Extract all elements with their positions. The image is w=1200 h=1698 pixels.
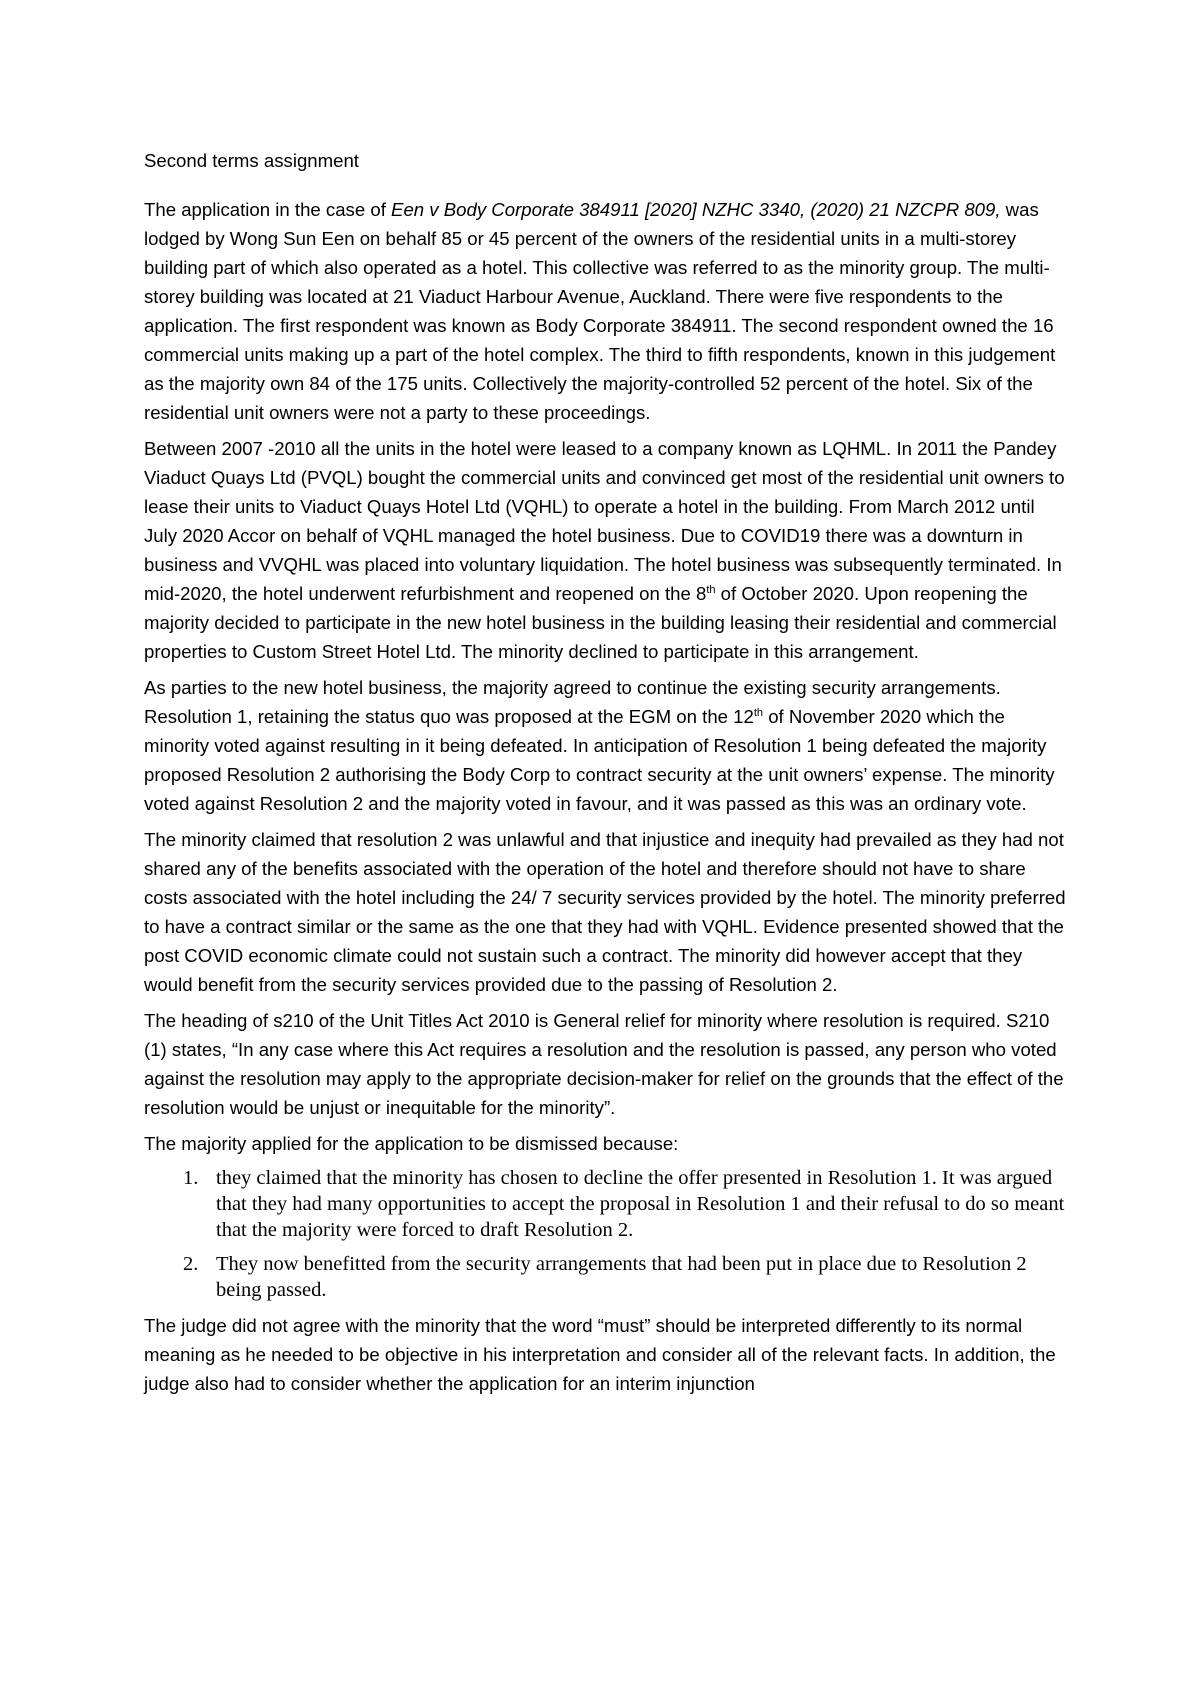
paragraph-judgement: The judge did not agree with the minority that the word “must” should be interpreted differently to its normal meaning as he needed to be objective in his interpretation and consider all of the relevant facts. In addition, the judge also had to consider whether the application for an interim injunction bbox=[144, 1315, 1056, 1394]
paragraph-background bbox=[144, 434, 1066, 666]
document-body bbox=[144, 146, 1066, 1405]
list-item bbox=[183, 1165, 1066, 1243]
list-number: 1. bbox=[183, 1167, 199, 1189]
paragraph-case-summary bbox=[144, 195, 1066, 427]
paragraph-text: was lodged by Wong Sun Een on behalf 85 or 45 percent of the owners of the residential units in a multi-storey building part of which also operated as a hotel. This collective was referred to as the minority group. The multi-storey building was located at 21 Viaduct Harbour Avenue, Auckland. There were five respondents to the application. The first respondent was known as Body Corporate 384911. The second respondent owned the 16 commercial units making up a part of the hotel complex. The third to fifth respondents, known in this judgement as the majority own 84 of the 175 units. Collectively the majority-controlled 52 percent of the hotel. Six of the residential unit owners were not a party to these proceedings. bbox=[144, 199, 1056, 423]
paragraph-text: As parties to the new hotel business, the majority agreed to continue the existing security arrangements. Resolution 1, retaining the status quo was proposed at the EGM on the 12 bbox=[144, 677, 1001, 727]
paragraph-text: Between 2007 -2010 all the units in the hotel were leased to a company known as LQHML. In 2011 the Pandey Viaduct Quays Ltd (PVQL) bought the commercial units and convinced get most of the residential unit owners to lease their units to Viaduct Quays Hotel Ltd (VQHL) to operate a hotel in the building. From March 2012 until July 2020 Accor on behalf of VQHL managed the hotel business. Due to COVID19 there was a downturn in business and VVQHL was placed into voluntary liquidation. The hotel business was subsequently terminated. In mid-2020, the hotel underwent refurbishment and reopened on the 8 bbox=[144, 438, 1065, 604]
paragraph-intro: The application in the case of bbox=[144, 199, 392, 220]
list-item bbox=[183, 1251, 1066, 1303]
reasons-list bbox=[144, 1165, 1066, 1303]
list-item-text: they claimed that the minority has chosen to decline the offer presented in Resolution 1. It was argued that they had many opportunities to accept the proposal in Resolution 1 and their refusal to do so meant that the majority were forced to draft Resolution 2. bbox=[216, 1167, 1065, 1241]
paragraph-statute: The heading of s210 of the Unit Titles Act 2010 is General relief for minority where resolution is required. S210 (1) states, “In any case where this Act requires a resolution and the resolution is passed, any person who voted against the resolution may apply to the appropriate decision-maker for relief on the grounds that the effect of the resolution would be unjust or inequitable for the minority”. bbox=[144, 1010, 1064, 1118]
paragraph-text: of November 2020 which the minority voted against resulting in it being defeated. In anticipation of Resolution 1 being defeated the majority proposed Resolution 2 authorising the Body Corp to contract security at the unit owners’ expense. The minority voted against Resolution 2 and the majority voted in favour, and it was passed as this was an ordinary vote. bbox=[144, 706, 1055, 814]
paragraph-majority-application: The majority applied for the application to be dismissed because: bbox=[144, 1133, 679, 1154]
case-citation: Een v Body Corporate 384911 [2020] NZHC 3340, (2020) 21 NZCPR 809, bbox=[391, 199, 1001, 220]
list-item-text: They now benefitted from the security arrangements that had been put in place due to Resolution 2 being passed. bbox=[216, 1253, 1027, 1301]
ordinal-suffix: th bbox=[706, 583, 716, 596]
document-title: Second terms assignment bbox=[144, 150, 359, 171]
paragraph-resolutions bbox=[144, 673, 1066, 818]
ordinal-suffix: th bbox=[753, 706, 764, 719]
paragraph-text: of October 2020. Upon reopening the majority decided to participate in the new hotel business in the building leasing their residential and commercial properties to Custom Street Hotel Ltd. The minority declined to participate in this arrangement. bbox=[144, 583, 1057, 662]
list-number: 2. bbox=[183, 1253, 199, 1275]
paragraph-minority-claim: The minority claimed that resolution 2 was unlawful and that injustice and inequity had prevailed as they had not shared any of the benefits associated with the operation of the hotel and therefore should not have to share costs associated with the hotel including the 24/ 7 security services provided by the hotel. The minority preferred to have a contract similar or the same as the one that they had with VQHL. Evidence presented showed that the post COVID economic climate could not sustain such a contract. The minority did however accept that they would benefit from the security services provided due to the passing of Resolution 2. bbox=[144, 829, 1066, 995]
